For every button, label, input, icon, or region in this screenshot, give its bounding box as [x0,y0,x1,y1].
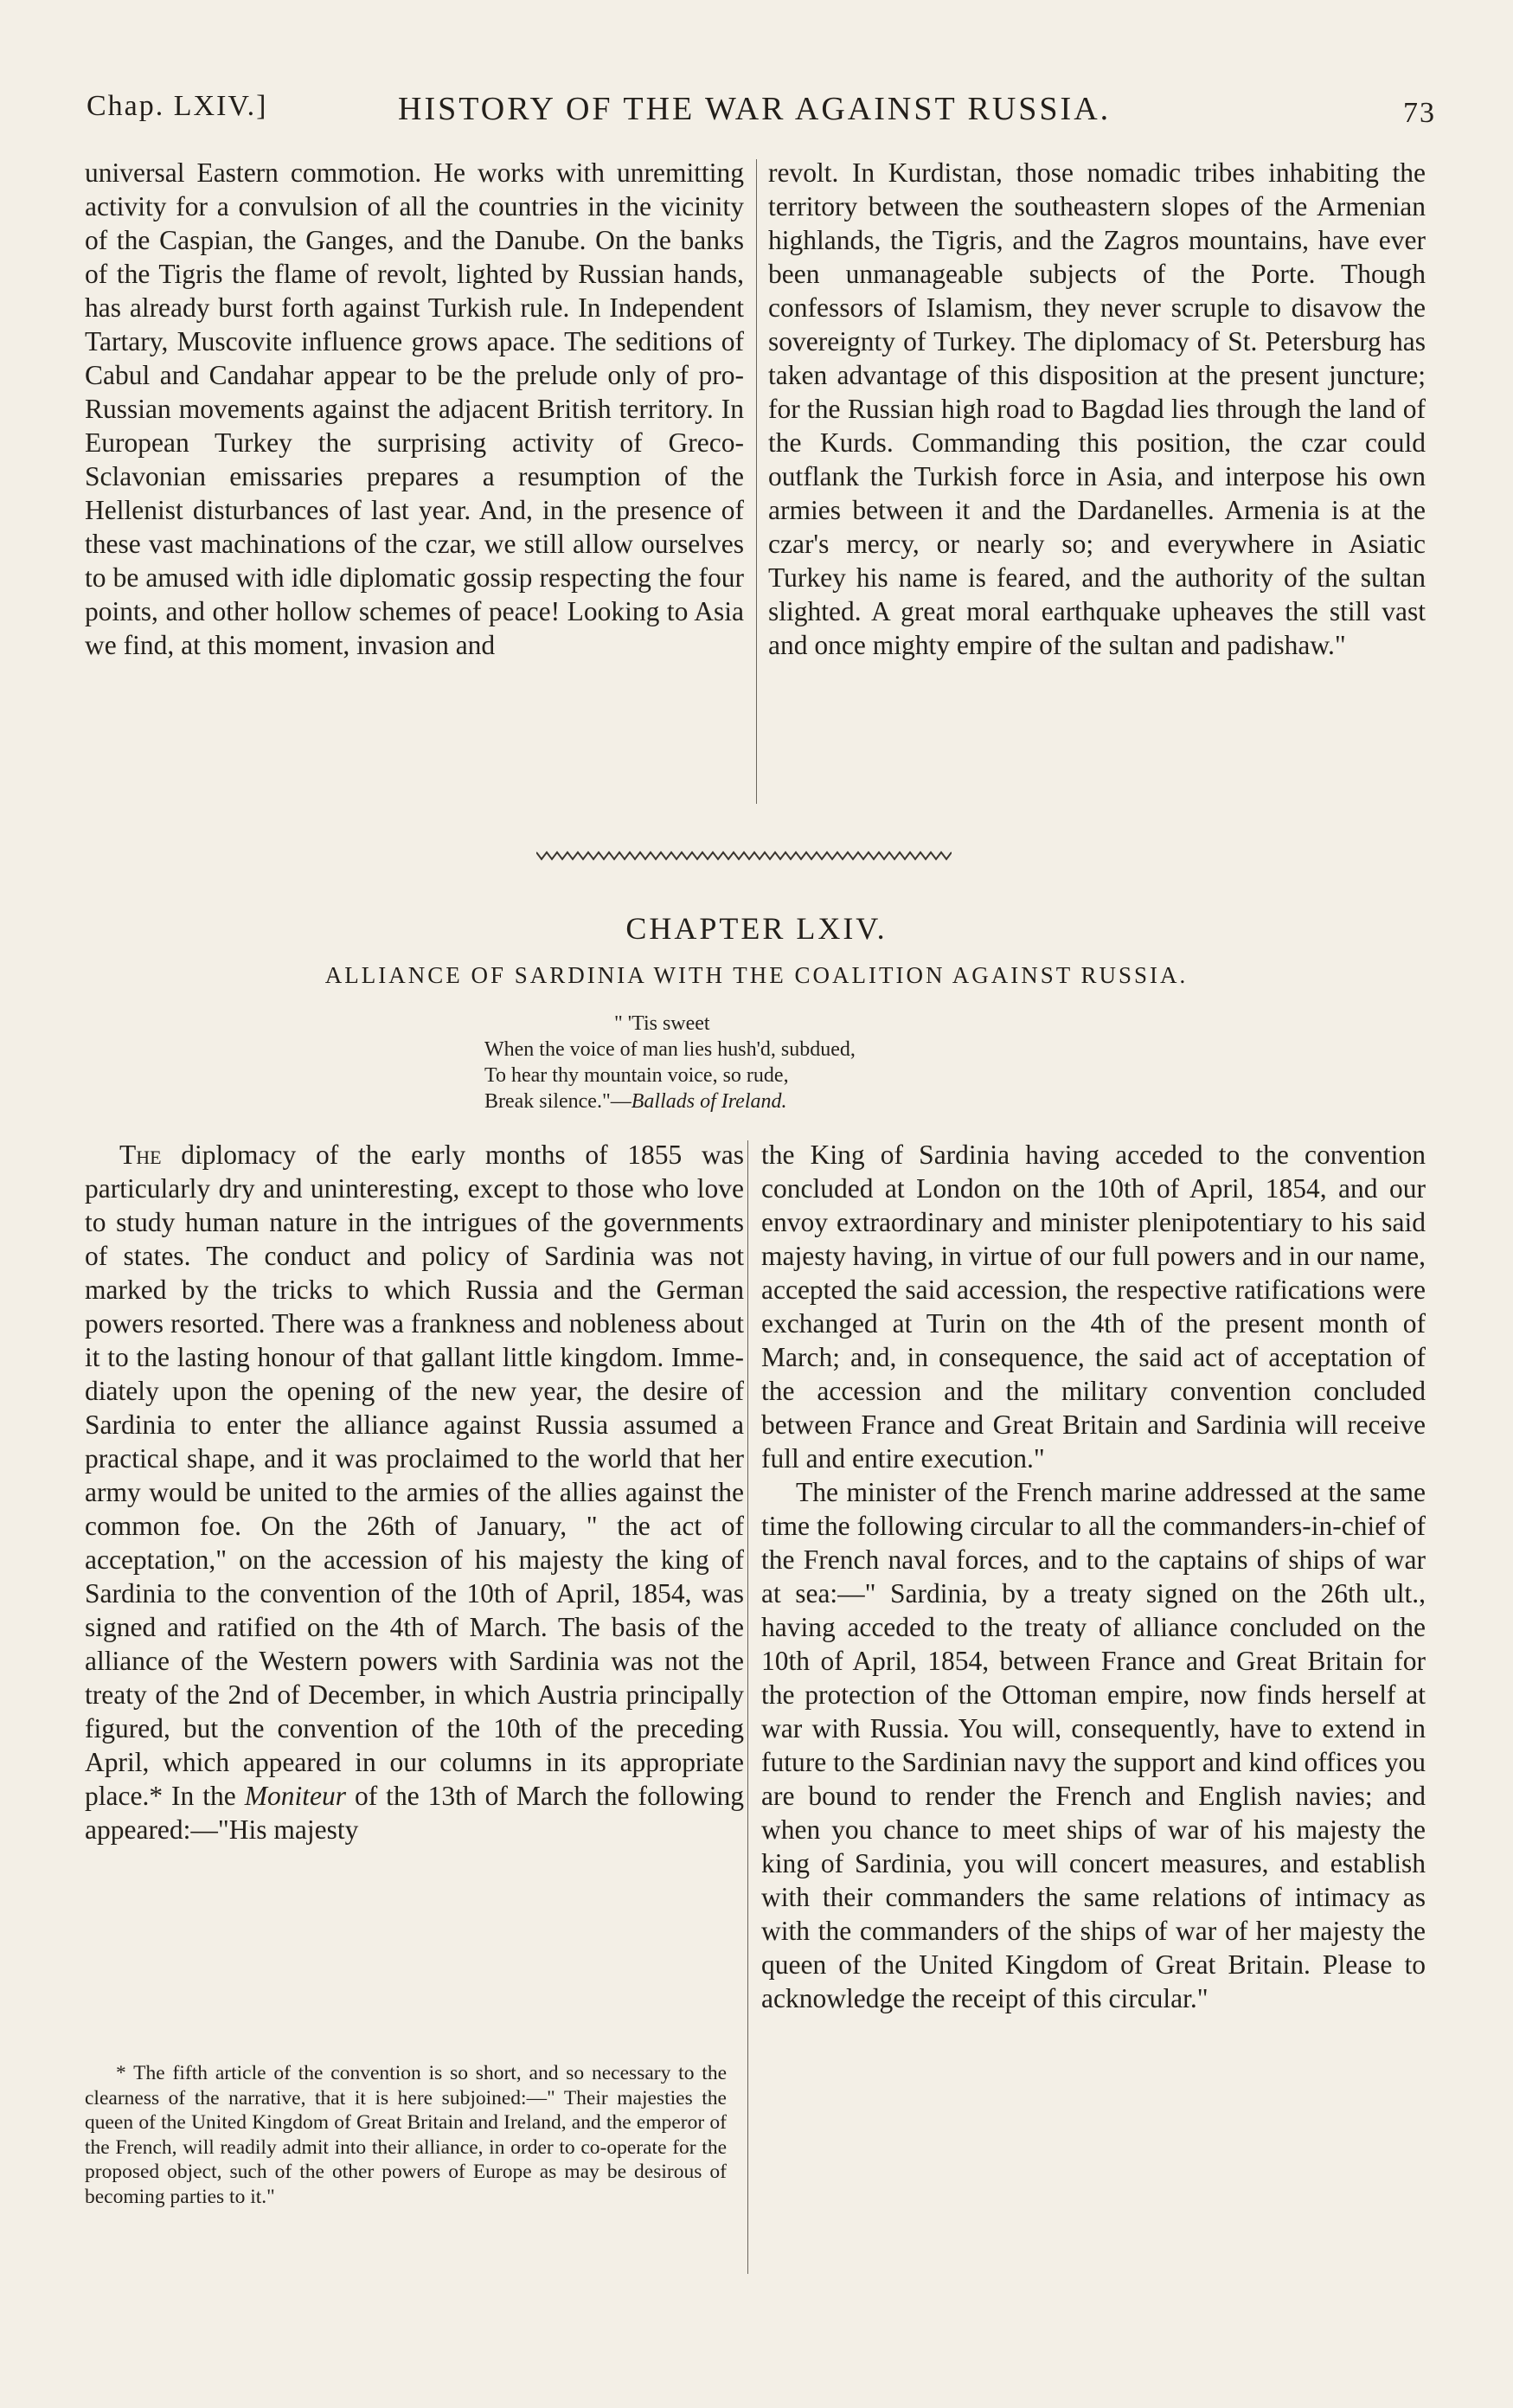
opening-word: The [119,1140,162,1170]
chapter-subtitle: ALLIANCE OF SARDINIA WITH THE COALITION AGAINST RUSSIA. [324,962,1189,988]
page-number: 73 [1403,97,1436,129]
body-right-paragraph-1: the King of Sardinia having acceded to the convention concluded at London on the 10th of April, 1854, and our envoy extraordinary and minister plenipotentiary to his said majesty having, in virtue of our full powers and in our name, accepted the said accession, the respective ratifications were exchanged at Turin on the 4th of the present month of March; and, in consequence, the said act of acceptation of the accession and the military convention concluded between France and Great Britain and Sardinia will receive full and entire execution." [761,1140,1426,1474]
epigraph-line-4 [484,1088,1021,1114]
top-right-paragraph: revolt. In Kurdistan, those nomadic tribes inhabiting the territory between the southeastern slopes of the Armenian highlands, the Tigris, and the Zagros mountains, have ever been unmanageable subjects of the Porte. Though confessors of Islamism, they never scruple to disavow the sovereignty of Turkey. The diplomacy of St. Petersburg has taken advantage of this disposition at the present juncture; for the Russian high road to Bagdad lies through the land of the Kurds. Commanding this position, the czar could outflank the Turkish force in Asia, and interpose his own armies between it and the Dardanelles. Armenia is at the czar's mercy, or nearly so; and everywhere in Asiatic Turkey his name is feared, and the authority of the sultan slighted. A great moral earthquake upheaves the still vast and once mighty empire of the sultan and padishaw." [768,157,1426,660]
column-divider-top [756,159,757,804]
moniteur-title: Moniteur [244,1781,346,1811]
body-left-column [85,1138,744,1846]
chapter-number: CHAPTER LXIV. [625,911,888,946]
running-head-title: HISTORY OF THE WAR AGAINST RUSSIA. [398,91,1112,127]
body-right-column [761,1138,1426,2015]
epigraph-source: Ballads of Ireland. [631,1090,787,1113]
top-right-column [768,156,1426,662]
epigraph [484,1011,1021,1114]
body-left-text-end: of the 13th of March the following appeared:—"His majesty [85,1781,745,1845]
running-head [87,85,1436,137]
epigraph-line-4-text: Break silence."— [484,1090,631,1113]
footnote: * The fifth article of the convention is so short, and so necessary to the clearness of the narrative, that it is here subjoined:—" Their majesties the queen of the United Kingdom of Great Britain and Ireland, and the emperor of the French, will readily admit into their alliance, in order to co-operate for the proposed object, such of the other powers of Europe as may be desirous of becoming parties to it." [85,2062,727,2208]
epigraph-line-1: " 'Tis sweet [614,1012,710,1035]
top-left-paragraph: universal Eastern commotion. He works with unremitting activity for a convulsion of all the countries in the vicinity of the Caspian, the Ganges, and the Danube. On the banks of the Tigris the flame of revolt, lighted by Russian hands, has already burst forth against Turkish rule. In Independent Tartary, Muscovite influence grows apace. The seditions of Cabul and Candahar appear to be the prelude only of pro-Russian movements against the adjacent British territory. In European Turkey the surprising activity of Greco-Sclavonian emissaries prepares a resumption of the Hellenist disturbances of last year. And, in the presence of these vast machinations of the czar, we still allow ourselves to be amused with idle diplomatic gossip respecting the four points, and other hollow schemes of peace! Looking to Asia we find, at this moment, invasion and [85,157,744,660]
running-head-chapter: Chap. LXIV.] [87,90,268,122]
body-right-paragraph-2: The minister of the French marine addressed at the same time the following circular to all the commanders-in-chief of the French naval forces, and to the captains of ships of war at sea:—" Sardinia, by a treaty signed on the 26th ult., having acceded to the treaty of alliance concluded on the 10th of April, 1854, between France and Great Britain for the protection of the Ottoman empire, now finds herself at war with Russia. You will, consequently, have to extend in future to the Sardinian navy the support and kind offices you are bound to render the French and English navies; and when you chance to meet ships of war of his majesty the king of Sardinia, you will concert measures, and establish with their commanders the same relations of intimacy as with the commanders of the ships of war of her majesty the queen of the United Kingdom of Great Britain. Please to acknowledge the receipt of this circular." [761,1477,1426,2013]
body-left-paragraph [85,1138,744,1846]
top-left-column [85,156,744,662]
body-left-text: diplomacy of the early months of 1855 was particularly dry and uninteresting, except to those who love to study human nature in the intrigues of the governments of states. The conduct and policy of Sardinia was not marked by the tricks to which Russia and the German powers resorted. There was a frankness and nobleness about it to the lasting honour of that gallant little kingdom. Immediately upon the opening of the new year, the desire of Sardinia to enter the alliance against Russia assumed a practical shape, and it was proclaimed to the world that her army would be united to the armies of the allies against the common foe. On the 26th of January, " the act of acceptation," on the accession of his majesty the king of Sardinia to the convention of the 10th of April, 1854, was signed and ratified on the 4th of March. The basis of the alliance of the Western powers with Sardinia was not the treaty of the 2nd of December, in which Austria principally figured, but the convention of the 10th of the preceding April, which appeared in our columns in its appropriate place.* In the [85,1140,744,1811]
epigraph-line-2: When the voice of man lies hush'd, subdued, [484,1038,856,1061]
column-divider-bottom [747,1140,748,2274]
epigraph-line-3: To hear thy mountain voice, so rude, [484,1064,789,1087]
wavy-divider [536,849,952,863]
